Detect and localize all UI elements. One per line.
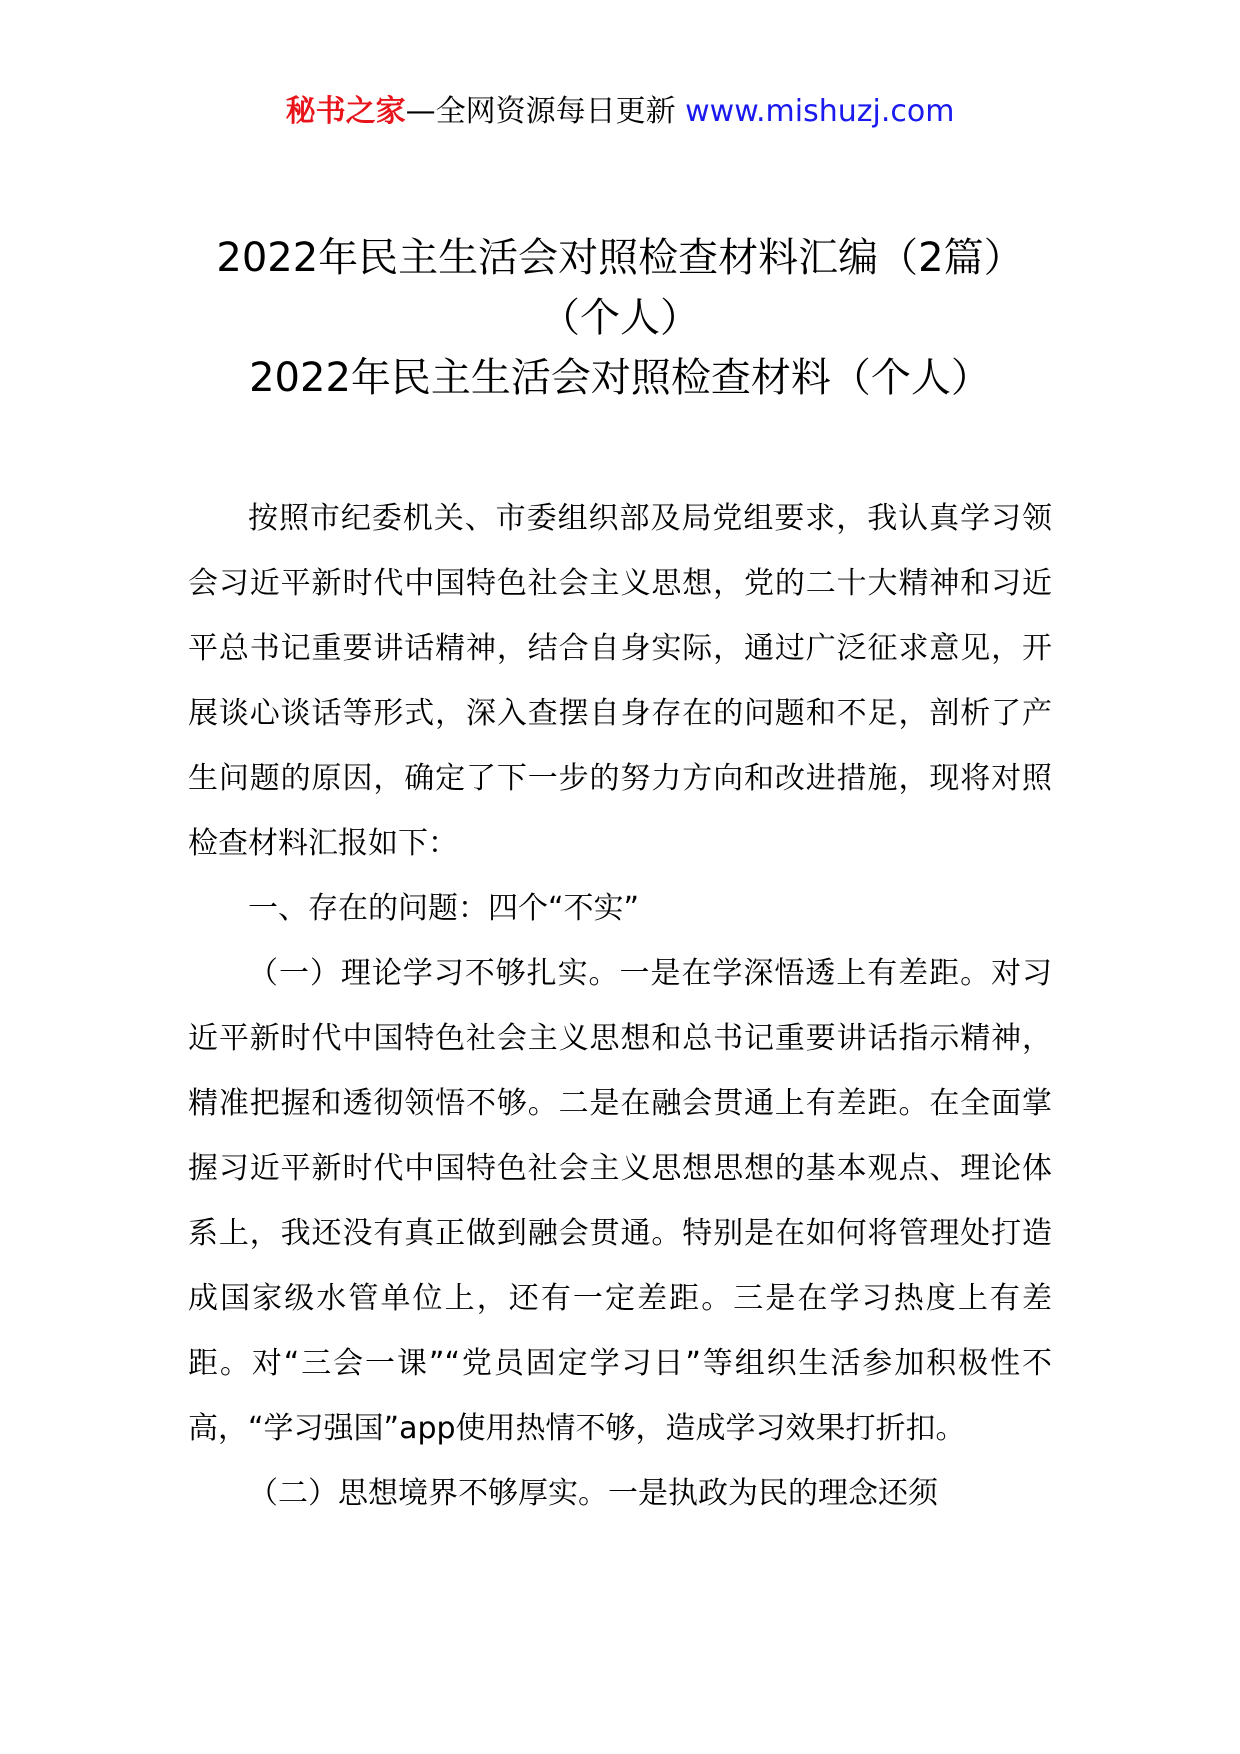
document-title: 2022年民主生活会对照检查材料汇编（2篇）（个人） <box>216 235 1024 341</box>
site-tagline: —全网资源每日更新 <box>405 94 676 129</box>
document-subtitle: 2022年民主生活会对照检查材料（个人） <box>249 355 991 401</box>
document-body <box>188 486 1052 1526</box>
site-brand: 秘书之家 <box>285 94 406 129</box>
site-url-link[interactable]: www.mishuzj.com <box>685 94 955 129</box>
paragraph-item-2: （二）思想境界不够厚实。一是执政为民的理念还须 <box>248 1476 938 1511</box>
paragraph-intro: 按照市纪委机关、市委组织部及局党组要求，我认真学习领会习近平新时代中国特色社会主义思想，党的二十大精神和习近平总书记重要讲话精神，结合自身实际，通过广泛征求意见，开展谈心谈话等形式，深入查摆自身存在的问题和不足，剖析了产生问题的原因，确定了下一步的努力方向和改进措施，现将对照检查材料汇报如下： <box>188 501 1052 861</box>
section-heading: 一、存在的问题：四个“不实” <box>248 891 640 926</box>
site-header <box>0 92 1240 132</box>
document-titles <box>188 228 1052 408</box>
paragraph-item-1: （一）理论学习不够扎实。一是在学深悟透上有差距。对习近平新时代中国特色社会主义思想和总书记重要讲话指示精神，精准把握和透彻领悟不够。二是在融会贯通上有差距。在全面掌握习近平新时代中国特色社会主义思想思想的基本观点、理论体系上，我还没有真正做到融会贯通。特别是在如何将管理处打造成国家级水管单位上，还有一定差距。三是在学习热度上有差距。对“三会一课”“党员固定学习日”等组织生活参加积极性不高，“学习强国”app使用热情不够，造成学习效果打折扣。 <box>188 956 1052 1446</box>
